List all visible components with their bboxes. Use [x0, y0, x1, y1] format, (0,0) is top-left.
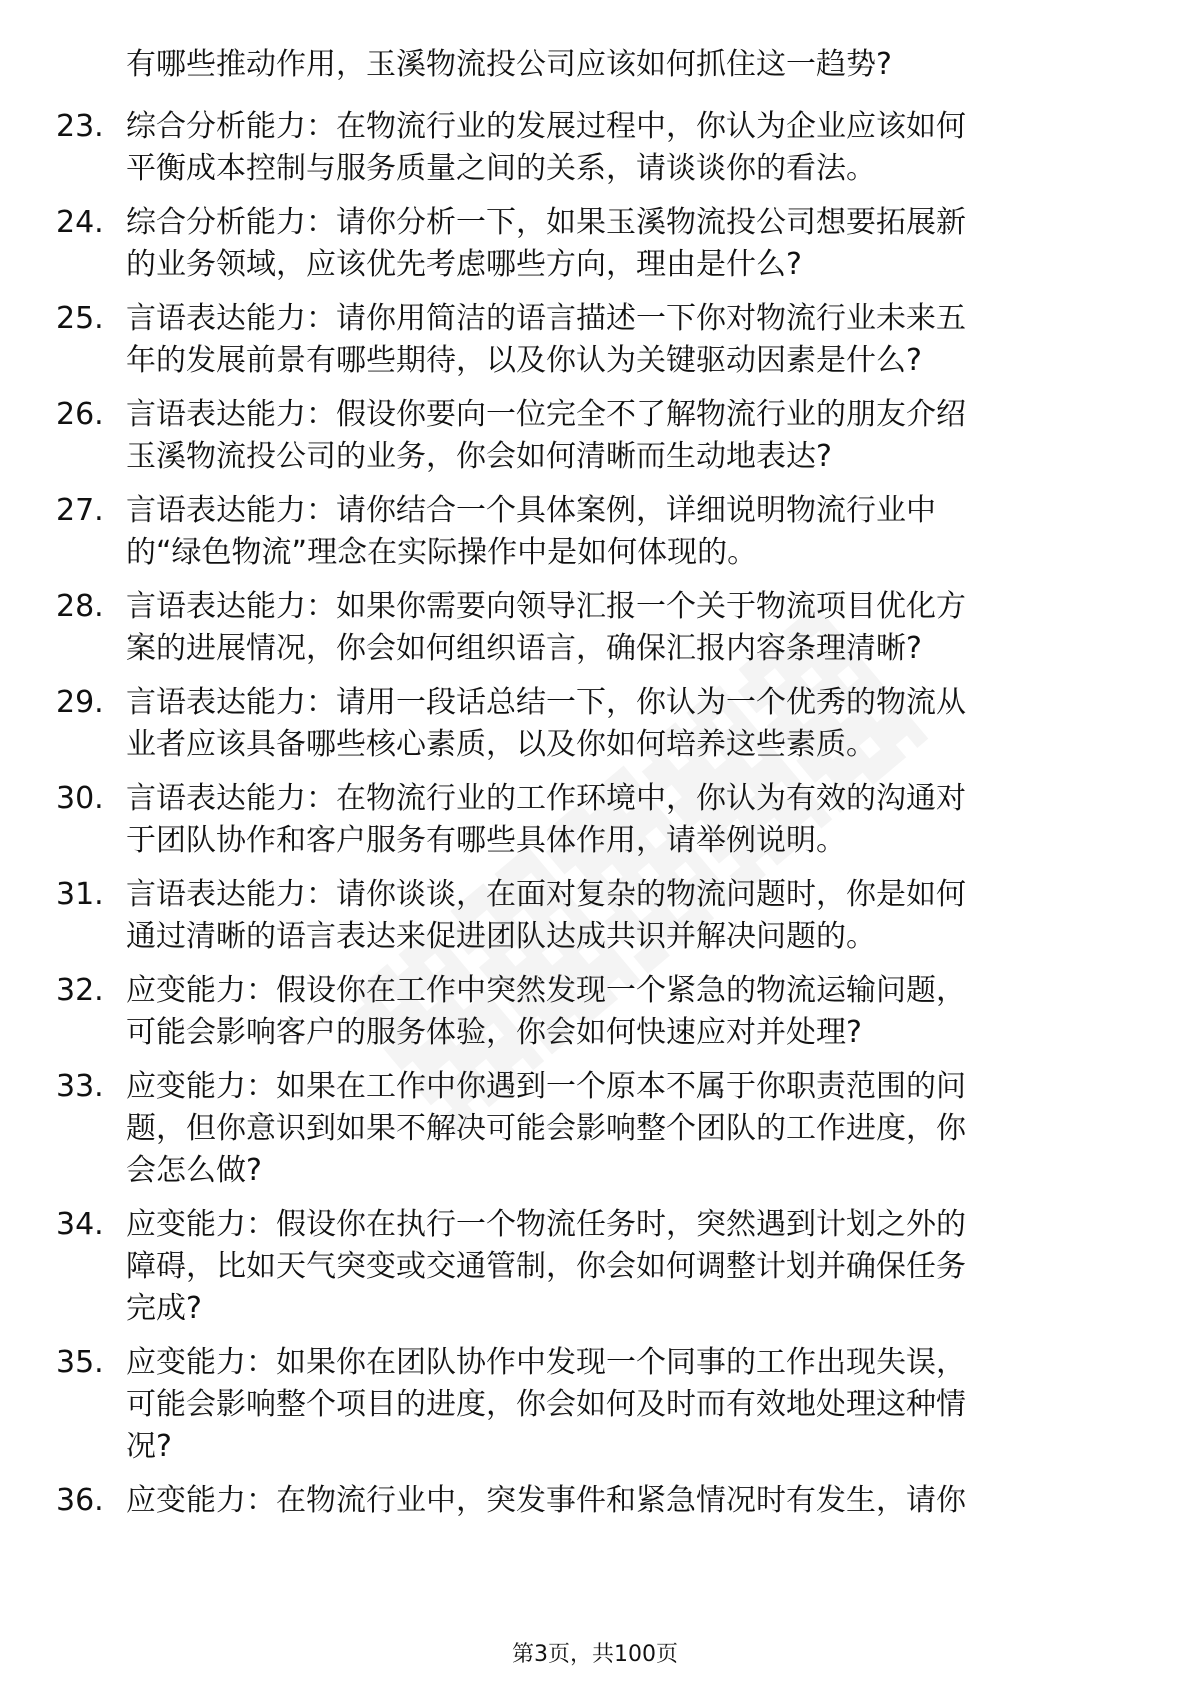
question-number: 30. [56, 781, 104, 816]
question-number: 24. [56, 205, 104, 240]
question-line: 可能会影响客户的服务体验，你会如何快速应对并处理? [126, 1015, 862, 1050]
question-line: 的“绿色物流”理念在实际操作中是如何体现的。 [126, 535, 758, 570]
question-number: 33. [56, 1069, 104, 1104]
question-number: 36. [56, 1483, 104, 1518]
question-number: 27. [56, 493, 104, 528]
question-line: 应变能力：假设你在执行一个物流任务时，突然遇到计划之外的 [126, 1207, 966, 1242]
question-line: 平衡成本控制与服务质量之间的关系，请谈谈你的看法。 [126, 151, 876, 186]
question-line: 言语表达能力：请用一段话总结一下，你认为一个优秀的物流从 [126, 685, 966, 720]
question-line: 言语表达能力：如果你需要向领导汇报一个关于物流项目优化方 [126, 589, 966, 624]
question-text [126, 106, 1116, 190]
question-line: 通过清晰的语言表达来促进团队达成共识并解决问题的。 [126, 919, 876, 954]
question-line: 综合分析能力：在物流行业的发展过程中，你认为企业应该如何 [126, 109, 966, 144]
question-text [126, 1342, 1116, 1468]
question-line: 言语表达能力：假设你要向一位完全不了解物流行业的朋友介绍 [126, 397, 966, 432]
question-number: 34. [56, 1207, 104, 1242]
question-text [126, 1204, 1116, 1330]
question-text [126, 1480, 1116, 1522]
question-number: 25. [56, 301, 104, 336]
question-line: 言语表达能力：请你用简洁的语言描述一下你对物流行业未来五 [126, 301, 966, 336]
question-line: 综合分析能力：请你分析一下，如果玉溪物流投公司想要拓展新 [126, 205, 966, 240]
question-number: 29. [56, 685, 104, 720]
question-line: 言语表达能力：在物流行业的工作环境中，你认为有效的沟通对 [126, 781, 966, 816]
question-number: 26. [56, 397, 104, 432]
question-line: 可能会影响整个项目的进度，你会如何及时而有效地处理这种情 [126, 1387, 966, 1422]
question-number: 31. [56, 877, 104, 912]
question-text [126, 298, 1116, 382]
question-line: 完成? [126, 1291, 202, 1326]
page-number-footer: 第3页，共100页 [512, 1642, 678, 1667]
question-line: 题，但你意识到如果不解决可能会影响整个团队的工作进度，你 [126, 1111, 966, 1146]
question-line: 年的发展前景有哪些期待，以及你认为关键驱动因素是什么? [126, 343, 922, 378]
question-line: 的业务领域，应该优先考虑哪些方向，理由是什么? [126, 247, 802, 282]
question-line: 应变能力：假设你在工作中突然发现一个紧急的物流运输问题， [126, 973, 966, 1008]
question-line: 案的进展情况，你会如何组织语言，确保汇报内容条理清晰? [126, 631, 922, 666]
question-number: 32. [56, 973, 104, 1008]
question-line: 于团队协作和客户服务有哪些具体作用，请举例说明。 [126, 823, 846, 858]
question-line: 障碍，比如天气突变或交通管制，你会如何调整计划并确保任务 [126, 1249, 966, 1284]
question-line: 应变能力：如果你在团队协作中发现一个同事的工作出现失误， [126, 1345, 966, 1380]
question-number: 23. [56, 109, 104, 144]
question-text [126, 586, 1116, 670]
question-number: 35. [56, 1345, 104, 1380]
question-text [126, 202, 1116, 286]
question-line: 况? [126, 1429, 172, 1464]
question-text [126, 394, 1116, 478]
question-line: 玉溪物流投公司的业务，你会如何清晰而生动地表达? [126, 439, 832, 474]
question-text [126, 1066, 1116, 1192]
question-text [126, 778, 1116, 862]
question-line: 言语表达能力：请你结合一个具体案例，详细说明物流行业中 [126, 493, 936, 528]
question-line: 应变能力：在物流行业中，突发事件和紧急情况时有发生，请你 [126, 1483, 966, 1518]
continuation-line: 有哪些推动作用，玉溪物流投公司应该如何抓住这一趋势? [126, 47, 892, 82]
question-text [126, 490, 1116, 574]
question-number: 28. [56, 589, 104, 624]
question-line: 会怎么做? [126, 1153, 262, 1188]
question-line: 应变能力：如果在工作中你遇到一个原本不属于你职责范围的问 [126, 1069, 966, 1104]
question-line: 业者应该具备哪些核心素质，以及你如何培养这些素质。 [126, 727, 876, 762]
question-line: 言语表达能力：请你谈谈，在面对复杂的物流问题时，你是如何 [126, 877, 966, 912]
question-text [126, 874, 1116, 958]
question-text [126, 970, 1116, 1054]
question-text [126, 682, 1116, 766]
